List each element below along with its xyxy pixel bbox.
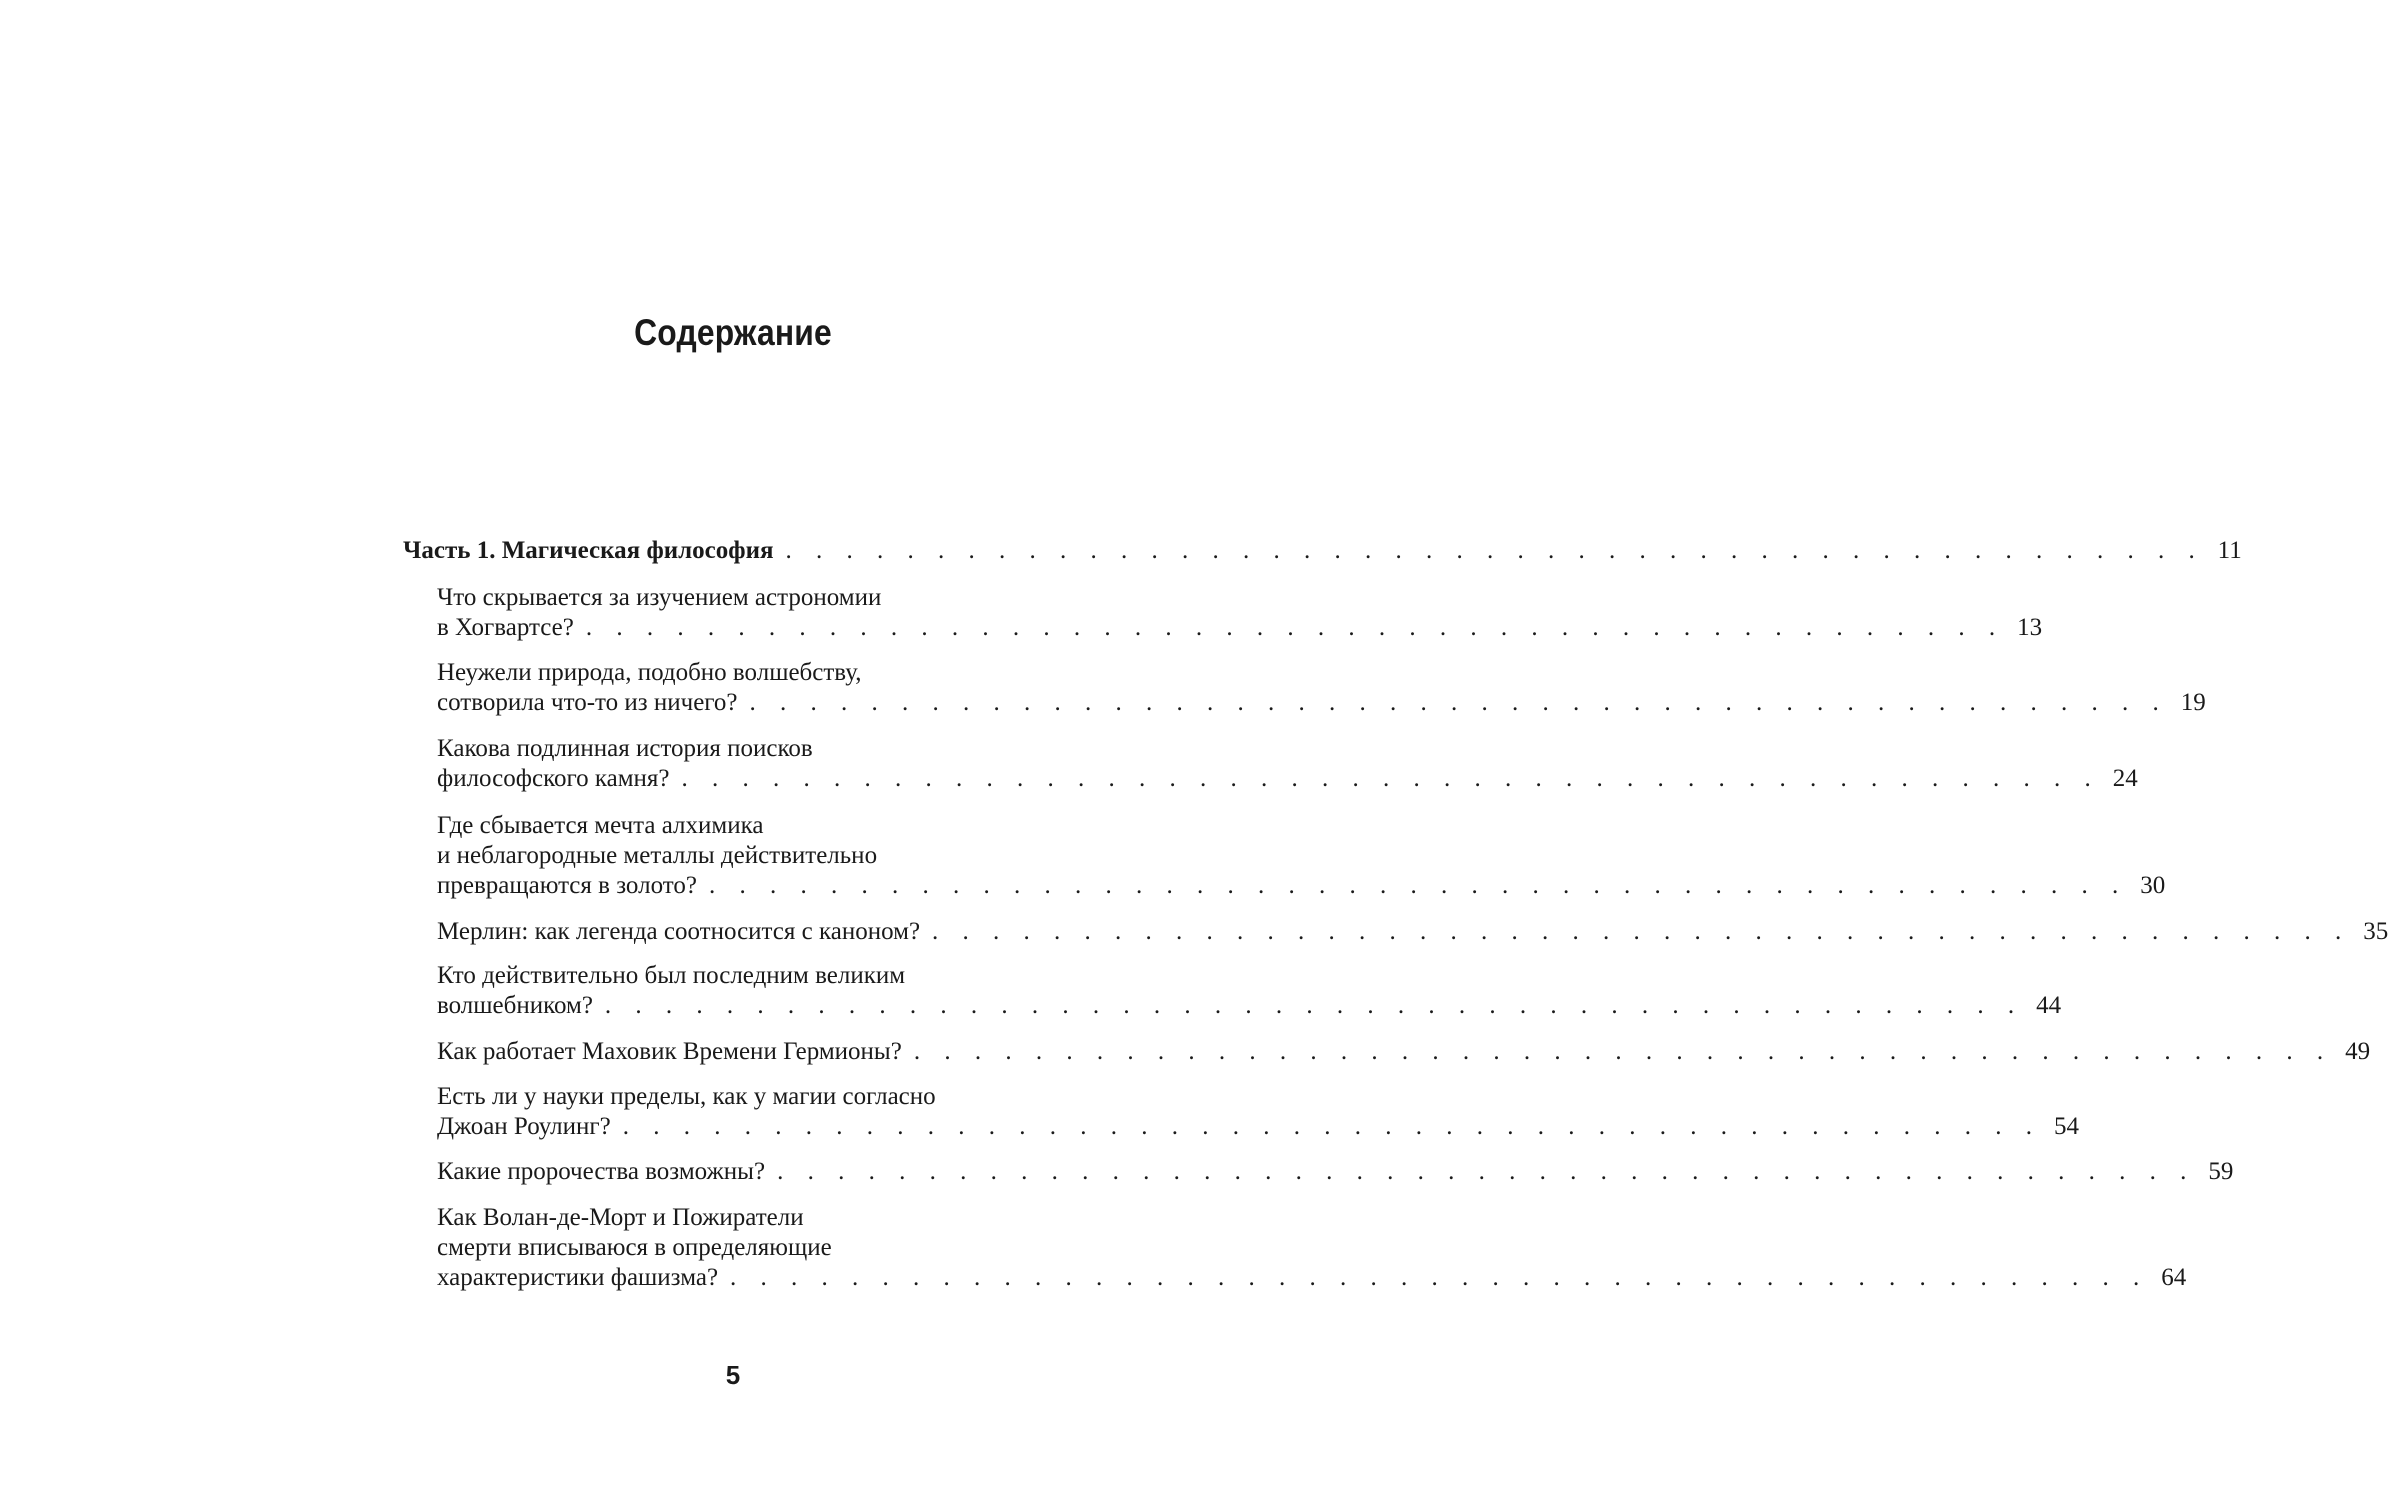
dot-leader: . . . . . . . . . . . . . . . . . . . . . . . . . . . . . . . . . . . . . . . . . . . . . . . bbox=[730, 1264, 2149, 1291]
toc-page-number: 49 bbox=[2345, 1038, 2371, 1065]
toc-entry-line: характеристики фашизма? bbox=[437, 1264, 719, 1291]
dot-leader: . . . . . . . . . . . . . . . . . . . . . . . . . . . . . . . . . . . . . . . . . . . . . . . bbox=[622, 1113, 2041, 1140]
dot-leader: . . . . . . . . . . . . . . . . . . . . . . . . . . . . . . . . . . . . . . . . . . . . . . . bbox=[604, 992, 2024, 1019]
toc-page-number: 11 bbox=[2217, 537, 2242, 564]
toc-entry-line: Кто действительно был последним великим bbox=[437, 962, 906, 989]
toc-entry-line: превращаются в золото? bbox=[437, 872, 697, 899]
dot-leader: . . . . . . . . . . . . . . . . . . . . . . . . . . . . . . . . . . . . . . . . . . . . . . . bbox=[585, 614, 2005, 641]
dot-leader: . . . . . . . . . . . . . . . . . . . . . . . . . . . . . . . . . . . . . . . . . . . . . . . bbox=[681, 765, 2100, 792]
toc-entry[interactable] bbox=[437, 1157, 2234, 1187]
toc-entry-line: Какие пророчества возможны? bbox=[437, 1158, 766, 1185]
dot-leader: . . . . . . . . . . . . . . . . . . . . . . . . . . . . . . . . . . . . . . . . . . . . . . . bbox=[785, 537, 2204, 564]
toc-entry-line: Как работает Маховик Времени Гермионы? bbox=[437, 1038, 902, 1065]
toc-page-number: 54 bbox=[2054, 1113, 2079, 1140]
toc-entry-line: Как Волан-де-Морт и Пожиратели bbox=[437, 1204, 804, 1231]
dot-leader: . . . . . . . . . . . . . . . . . . . . . . . . . . . . . . . . . . . . . . . . . . . . . . . bbox=[932, 918, 2351, 945]
dot-leader: . . . . . . . . . . . . . . . . . . . . . . . . . . . . . . . . . . . . . . . . . . . . . . . bbox=[777, 1158, 2196, 1185]
toc-entry[interactable] bbox=[437, 961, 2062, 1021]
toc-entry-line: Неужели природа, подобно волшебству, bbox=[437, 659, 862, 686]
toc-page-number: 19 bbox=[2180, 689, 2206, 716]
dot-leader: . . . . . . . . . . . . . . . . . . . . . . . . . . . . . . . . . . . . . . . . . . . . . . . bbox=[708, 872, 2128, 899]
toc-page-number: 13 bbox=[2017, 614, 2043, 641]
toc-page-number: 64 bbox=[2161, 1264, 2187, 1291]
toc-entry-line: сотворила что-то из ничего? bbox=[437, 689, 738, 716]
toc-part-title: Часть 1. Магическая философия bbox=[403, 537, 774, 564]
toc-entry-line: и неблагородные металлы действительно bbox=[437, 842, 878, 869]
toc-entry-line: Мерлин: как легенда соотносится с каноном? bbox=[437, 918, 921, 945]
toc-entry-line: философского камня? bbox=[437, 765, 670, 792]
toc-entry-line: смерти вписываюся в определяющие bbox=[437, 1234, 832, 1261]
toc-entry[interactable] bbox=[437, 1203, 2187, 1293]
toc-entry[interactable] bbox=[437, 917, 2388, 947]
toc-entry-line: Что скрывается за изучением астрономии bbox=[437, 584, 882, 611]
toc-entry-line: в Хогвартсе? bbox=[437, 614, 574, 641]
page-number: 5 bbox=[725, 1360, 741, 1390]
dot-leader: . . . . . . . . . . . . . . . . . . . . . . . . . . . . . . . . . . . . . . . . . . . . . . . bbox=[913, 1038, 2333, 1065]
toc-page-number: 59 bbox=[2208, 1158, 2234, 1185]
toc-entry-line: Какова подлинная история поисков bbox=[437, 735, 813, 762]
page-title: Содержание bbox=[634, 312, 832, 353]
toc-page-number: 30 bbox=[2140, 872, 2166, 899]
toc-entry-line: Где сбывается мечта алхимика bbox=[437, 812, 764, 839]
toc-page-number: 24 bbox=[2112, 765, 2138, 792]
toc-entry[interactable] bbox=[437, 658, 2206, 718]
toc-entry[interactable] bbox=[437, 734, 2138, 794]
toc-page-number: 44 bbox=[2036, 992, 2062, 1019]
toc-entry[interactable] bbox=[437, 1037, 2371, 1067]
toc-entry-line: Джоан Роулинг? bbox=[437, 1113, 611, 1140]
toc-entry[interactable] bbox=[437, 1082, 2079, 1142]
toc-entry-line: волшебником? bbox=[437, 992, 593, 1019]
toc-page-number: 35 bbox=[2363, 918, 2388, 945]
dot-leader: . . . . . . . . . . . . . . . . . . . . . . . . . . . . . . . . . . . . . . . . . . . . . . . bbox=[749, 689, 2168, 716]
toc-entry-line: Есть ли у науки пределы, как у магии согласно bbox=[437, 1083, 936, 1110]
toc-entry[interactable] bbox=[437, 583, 2043, 643]
toc-entry[interactable] bbox=[437, 811, 2166, 901]
toc-part-1[interactable] bbox=[403, 536, 2242, 566]
